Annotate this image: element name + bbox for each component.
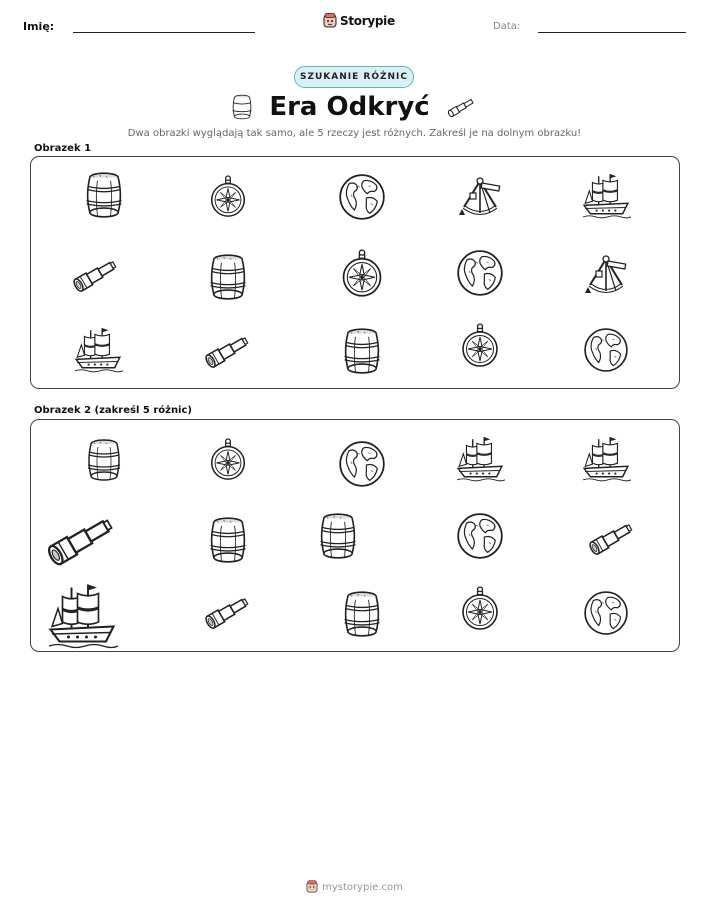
spyglass-icon <box>204 588 252 636</box>
barrel-icon[interactable] <box>82 438 126 482</box>
barrel-icon <box>80 171 128 219</box>
name-input-line[interactable] <box>73 32 255 33</box>
spyglass-icon <box>46 504 118 576</box>
barrel-icon <box>314 512 362 560</box>
spyglass-icon[interactable] <box>204 588 252 636</box>
barrel-icon <box>338 327 386 375</box>
barrel-icon <box>204 516 252 564</box>
picture-2-panel[interactable] <box>30 419 680 652</box>
barrel-icon <box>204 253 252 301</box>
globe-icon[interactable] <box>583 590 629 636</box>
compass-icon <box>457 323 503 369</box>
globe-icon[interactable] <box>456 512 504 560</box>
compass-icon <box>206 175 250 219</box>
barrel-icon[interactable] <box>314 512 362 560</box>
picture-1-label: Obrazek 1 <box>34 143 92 154</box>
barrel-icon <box>82 438 126 482</box>
ship-icon <box>73 325 123 375</box>
barrel-icon <box>230 94 254 120</box>
brand-logo <box>323 13 395 29</box>
picture-1-panel <box>30 156 680 389</box>
globe-icon[interactable] <box>338 440 386 488</box>
ship-icon <box>455 434 505 484</box>
spyglass-icon <box>72 251 120 299</box>
compass-icon <box>337 249 387 299</box>
barrel-icon[interactable] <box>338 590 386 638</box>
footer <box>0 880 709 897</box>
spyglass-icon <box>204 327 252 375</box>
globe-icon <box>338 173 386 221</box>
sextant-icon <box>582 251 630 299</box>
instructions: Dwa obrazki wyglądają tak samo, ale 5 rzeczy jest różnych. Zakreśl je na dolnym obrazku! <box>127 128 582 139</box>
globe-icon <box>583 327 629 373</box>
date-label: Data: <box>493 21 521 32</box>
globe-icon <box>456 249 504 297</box>
globe-icon <box>456 512 504 560</box>
picture-2-label: Obrazek 2 (zakreśl 5 różnic) <box>34 405 192 416</box>
ship-icon <box>46 580 118 652</box>
barrel-icon <box>338 327 386 375</box>
page-title: Era Odkryć <box>269 92 430 122</box>
spyglass-icon[interactable] <box>588 514 636 562</box>
ship-icon[interactable] <box>455 434 505 484</box>
footer-url: mystorypie.com <box>322 881 403 893</box>
brand-name: Storypie <box>340 14 395 28</box>
globe-icon <box>456 249 504 297</box>
spyglass-icon <box>588 514 636 562</box>
barrel-icon <box>80 171 128 219</box>
compass-icon <box>457 323 503 369</box>
storypie-mascot-icon <box>323 13 337 29</box>
date-input-line[interactable] <box>538 32 686 33</box>
ship-icon <box>581 171 631 221</box>
sextant-icon <box>456 173 504 221</box>
title-row <box>0 92 709 122</box>
name-label: Imię: <box>23 20 55 33</box>
compass-icon[interactable] <box>206 438 250 482</box>
sextant-icon <box>582 251 630 299</box>
globe-icon <box>338 173 386 221</box>
ship-icon[interactable] <box>581 434 631 484</box>
spyglass-icon[interactable] <box>46 504 118 576</box>
ship-icon <box>581 434 631 484</box>
compass-icon <box>457 586 503 632</box>
compass-icon <box>337 249 387 299</box>
globe-icon <box>583 327 629 373</box>
ship-icon[interactable] <box>46 580 118 652</box>
activity-badge: SZUKANIE RÓŻNIC <box>294 66 414 88</box>
barrel-icon[interactable] <box>204 516 252 564</box>
globe-icon <box>338 440 386 488</box>
ship-icon <box>581 171 631 221</box>
spyglass-icon <box>445 95 479 119</box>
barrel-icon <box>204 253 252 301</box>
globe-icon <box>583 590 629 636</box>
compass-icon <box>206 438 250 482</box>
storypie-mascot-icon <box>306 880 318 894</box>
sextant-icon <box>456 173 504 221</box>
spyglass-icon <box>204 327 252 375</box>
compass-icon[interactable] <box>457 586 503 632</box>
spyglass-icon <box>72 251 120 299</box>
barrel-icon <box>338 590 386 638</box>
ship-icon <box>73 325 123 375</box>
compass-icon <box>206 175 250 219</box>
